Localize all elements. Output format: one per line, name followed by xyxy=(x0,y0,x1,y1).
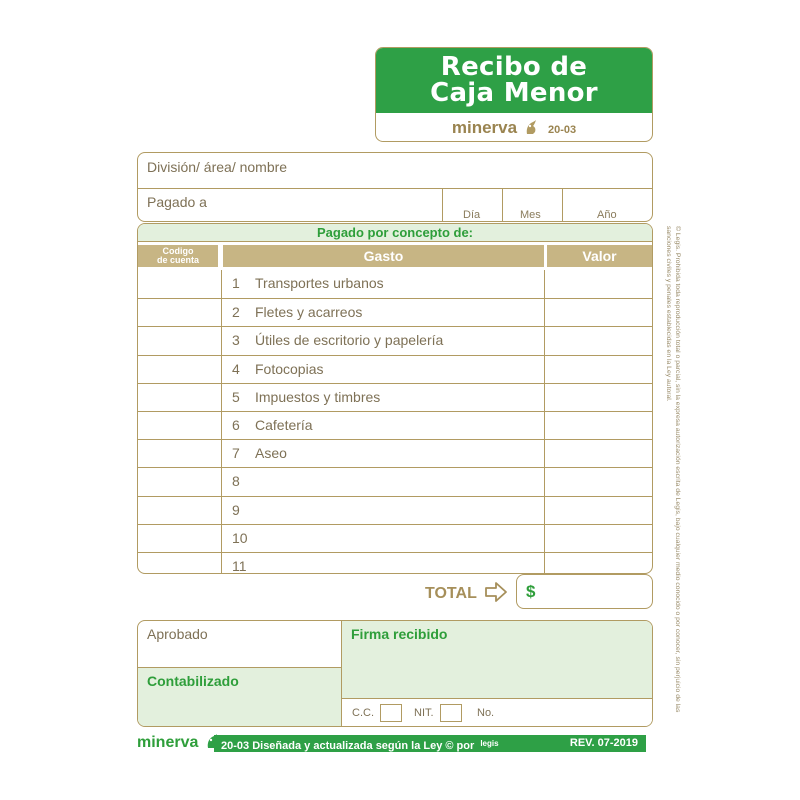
title-band xyxy=(376,48,652,113)
value-cell[interactable] xyxy=(545,327,652,354)
row-number: 4 xyxy=(232,360,240,377)
value-cell[interactable] xyxy=(545,497,652,524)
value-cell[interactable] xyxy=(545,440,652,467)
division-label: División/ área/ nombre xyxy=(147,159,288,175)
value-cell[interactable] xyxy=(545,384,652,411)
row-number: 11 xyxy=(232,558,247,574)
form-code: 20-03 xyxy=(547,124,577,136)
brand-row xyxy=(376,114,652,142)
table-row xyxy=(138,496,652,524)
month-input[interactable] xyxy=(503,189,561,221)
row-number: 3 xyxy=(232,332,240,349)
day-label: Día xyxy=(463,209,481,221)
row-number: 8 xyxy=(232,473,240,490)
footer-brand-text: minerva xyxy=(137,734,199,751)
title-line-2: Caja Menor xyxy=(430,78,598,108)
value-cell[interactable] xyxy=(545,525,652,552)
account-code-cell[interactable] xyxy=(138,440,221,467)
legis-logo-text: legis xyxy=(480,739,499,748)
row-number: 10 xyxy=(232,529,248,546)
table-row xyxy=(138,411,652,439)
expense-concept: Transportes urbanos xyxy=(255,275,384,291)
expense-concept: Fletes y acarreos xyxy=(255,304,363,321)
value-cell[interactable] xyxy=(545,553,652,574)
table-row xyxy=(138,524,652,552)
nit-checkbox[interactable] xyxy=(440,704,462,722)
table-section-title: Pagado por concepto de: xyxy=(138,224,652,242)
account-code-cell[interactable] xyxy=(138,525,221,552)
total-field[interactable] xyxy=(516,574,653,609)
paid-to-label: Pagado a xyxy=(147,194,207,210)
row-number: 6 xyxy=(232,417,240,433)
footer-strip xyxy=(214,735,646,752)
account-code-cell[interactable] xyxy=(138,299,221,326)
side-legal-text: © Legis. Prohibida toda reproducción total o parcial, sin la expresa autorización escrita de Legis, bajo cualquier medio conocido o por conocer, sin perjuicio de las sanciones civiles y penales establecidas en la Ley autoral. xyxy=(665,226,681,713)
number-label: No. xyxy=(477,707,495,719)
table-row xyxy=(138,326,652,354)
table-row xyxy=(138,467,652,495)
revision-label: REV. 07-2019 xyxy=(569,737,638,749)
signature-box xyxy=(137,620,653,727)
table-row xyxy=(138,552,652,574)
account-code-cell[interactable] xyxy=(138,553,221,574)
title-box xyxy=(375,47,653,142)
table-row xyxy=(138,383,652,411)
account-code-cell[interactable] xyxy=(138,468,221,495)
row-number: 7 xyxy=(232,445,240,462)
account-code-cell[interactable] xyxy=(138,497,221,524)
total-text: TOTAL xyxy=(425,585,477,602)
accounted-label: Contabilizado xyxy=(147,673,239,689)
received-signature-label: Firma recibido xyxy=(351,626,448,642)
table-row xyxy=(138,270,652,298)
minerva-logo-icon xyxy=(524,119,538,135)
total-label xyxy=(425,582,507,603)
division-input[interactable] xyxy=(298,155,648,187)
expense-concept: Fotocopias xyxy=(255,360,324,377)
account-code-cell[interactable] xyxy=(138,384,221,411)
value-cell[interactable] xyxy=(545,468,652,495)
table-row xyxy=(138,298,652,326)
table-row xyxy=(138,439,652,467)
year-label: Año xyxy=(597,209,617,221)
expense-concept: Impuestos y timbres xyxy=(255,388,381,405)
approved-label: Aprobado xyxy=(147,626,208,642)
table-row xyxy=(138,355,652,383)
day-input[interactable] xyxy=(443,189,501,221)
header-account-code-line1: Codigo xyxy=(162,246,194,256)
footer-strip-text: 20-03 Diseñada y actualizada según la Ley © por xyxy=(221,740,475,752)
accounted-cell[interactable] xyxy=(138,667,341,727)
footer-brand xyxy=(137,733,219,752)
received-signature-cell[interactable] xyxy=(341,621,653,727)
account-code-cell[interactable] xyxy=(138,356,221,383)
brand-logo-text: minerva xyxy=(451,118,518,137)
header-account-code-line2: de cuenta xyxy=(156,255,199,265)
nit-label: NIT. xyxy=(414,707,434,719)
row-number: 5 xyxy=(232,388,240,405)
value-cell[interactable] xyxy=(545,270,652,298)
value-cell[interactable] xyxy=(545,412,652,439)
value-cell[interactable] xyxy=(545,299,652,326)
expense-concept: Útiles de escritorio y papelería xyxy=(255,332,444,349)
value-cell[interactable] xyxy=(545,356,652,383)
row-number: 2 xyxy=(232,304,240,321)
account-code-cell[interactable] xyxy=(138,412,221,439)
id-row xyxy=(342,698,653,727)
cc-label: C.C. xyxy=(352,707,374,719)
header-expense: Gasto xyxy=(223,245,544,267)
expense-table xyxy=(137,223,653,574)
account-code-cell[interactable] xyxy=(138,270,221,298)
paid-to-input[interactable] xyxy=(218,189,440,221)
header-value: Valor xyxy=(547,245,652,267)
row-number: 9 xyxy=(232,501,240,518)
arrow-right-icon xyxy=(485,582,507,602)
year-input[interactable] xyxy=(563,189,652,221)
header-form-box xyxy=(137,152,653,222)
cc-checkbox[interactable] xyxy=(380,704,402,722)
expense-concept: Cafetería xyxy=(255,417,313,433)
month-label: Mes xyxy=(520,209,541,221)
title-line-1: Recibo de xyxy=(440,52,588,82)
account-code-cell[interactable] xyxy=(138,327,221,354)
row-number: 1 xyxy=(232,275,240,291)
currency-symbol: $ xyxy=(526,582,536,601)
expense-concept: Aseo xyxy=(255,445,287,462)
header-account-code xyxy=(138,245,218,267)
approved-cell[interactable] xyxy=(138,621,341,667)
